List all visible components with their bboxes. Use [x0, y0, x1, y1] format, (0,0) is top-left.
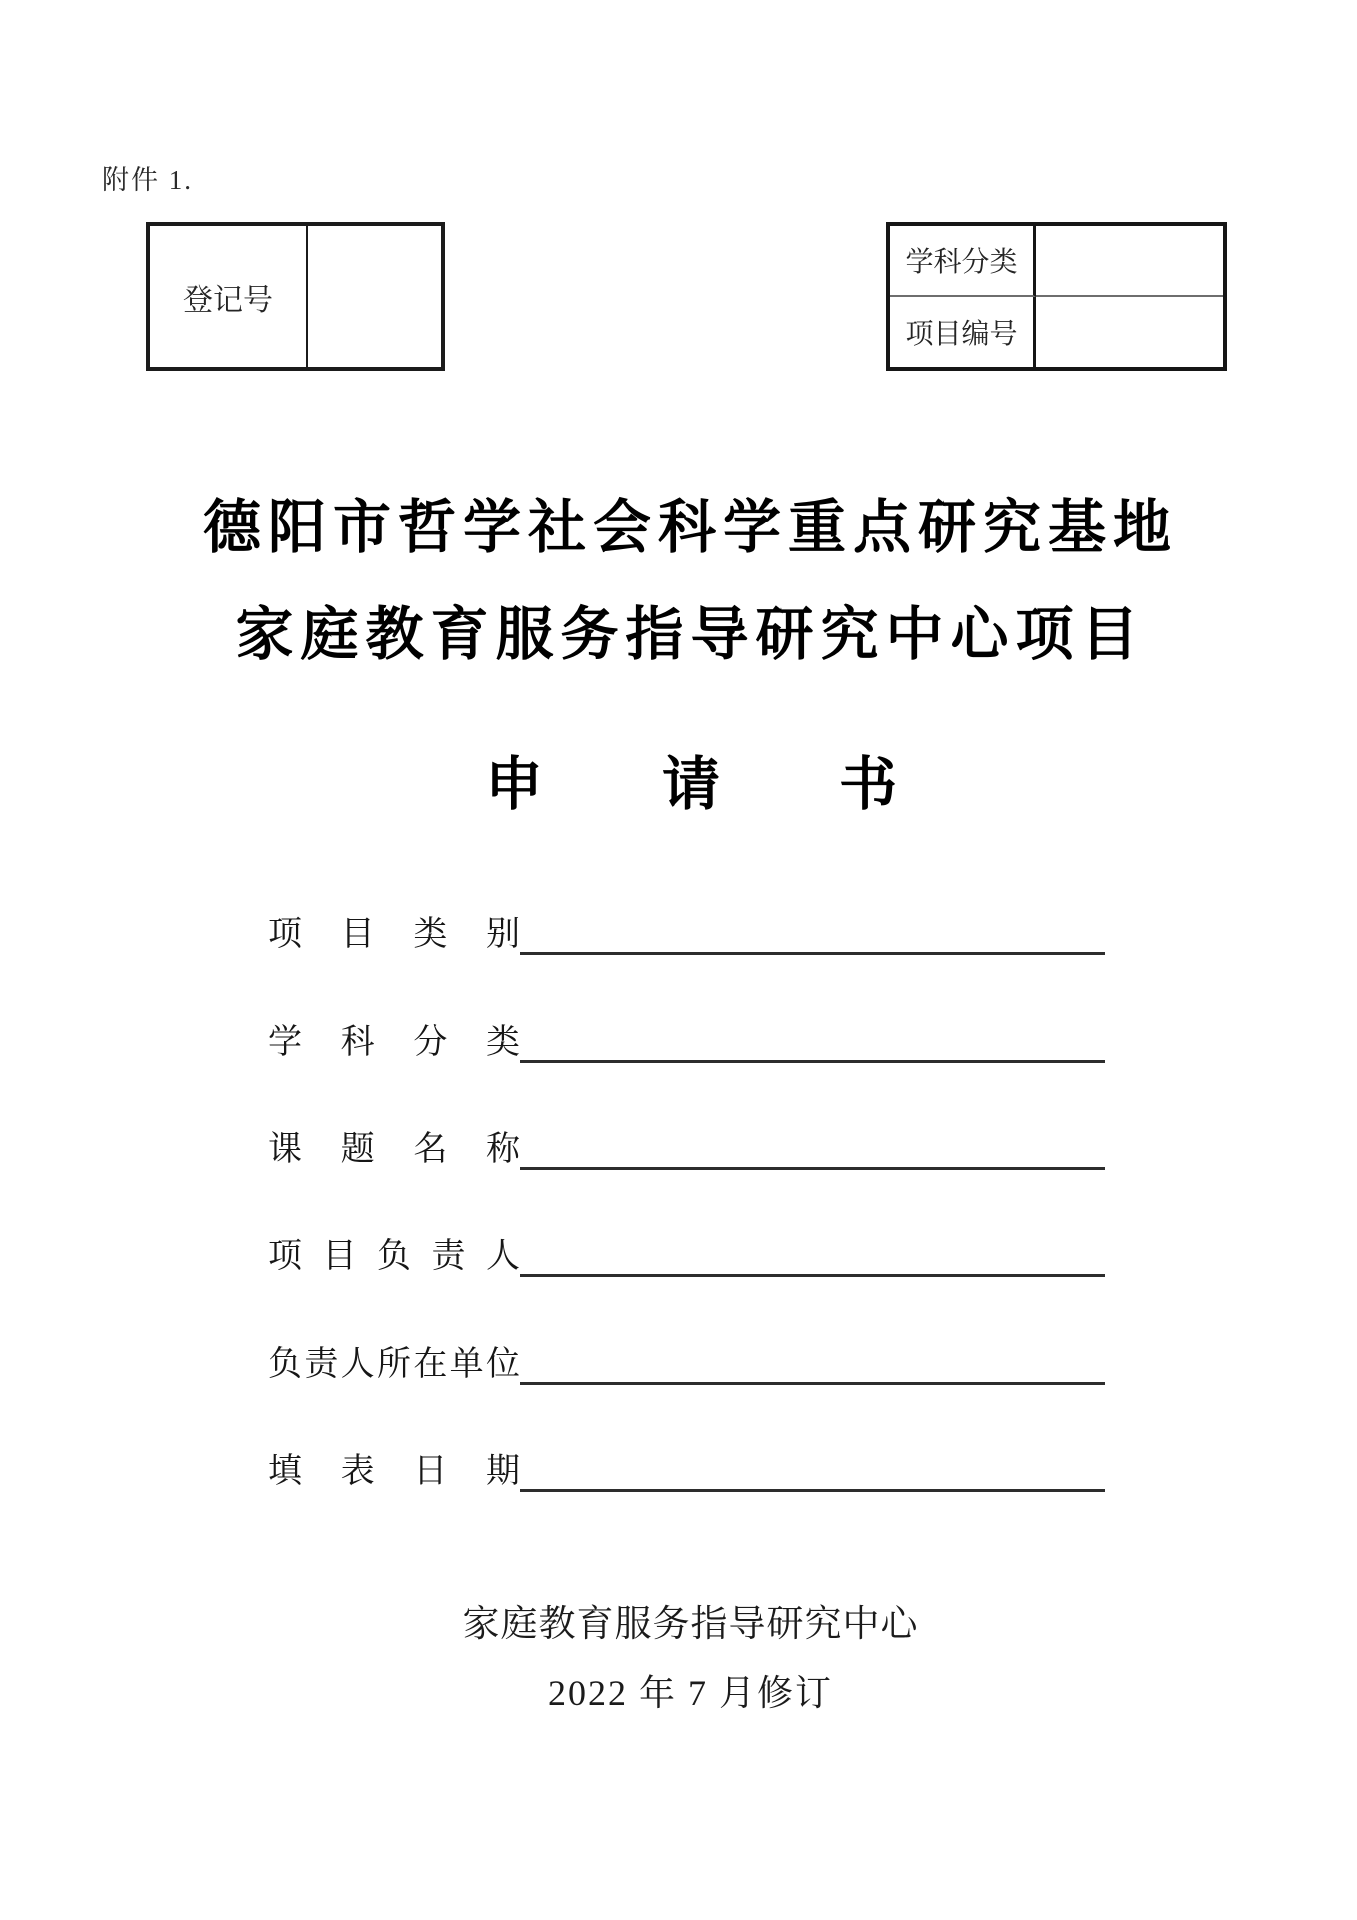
- subject-classification-value: [1036, 226, 1223, 297]
- footer-revision-date: 2022 年 7 月修订: [547, 1673, 833, 1713]
- subject-classification-label: 学科分类: [890, 226, 1036, 297]
- topic-name-label: 课 题 名 称: [268, 1131, 520, 1168]
- field-row-project-category: [268, 903, 1105, 955]
- topic-name-blank: [520, 1167, 1105, 1170]
- title-line-1: 德阳市哲学社会科学重点研究基地: [202, 493, 1178, 561]
- leader-organization-label: 负 责 人 所 在 单 位: [268, 1346, 520, 1383]
- project-category-blank: [520, 952, 1105, 955]
- application-form-subtitle: 申 请 书: [485, 750, 897, 818]
- registration-number-box: [146, 222, 445, 371]
- subject-classification-blank: [520, 1060, 1105, 1063]
- field-row-fill-date: [268, 1440, 1105, 1492]
- classification-box: [886, 222, 1227, 371]
- project-leader-label: 项 目 负 责 人: [268, 1238, 520, 1275]
- project-number-value: [1036, 297, 1223, 368]
- field-row-subject-classification: [268, 1011, 1105, 1063]
- fill-date-blank: [520, 1489, 1105, 1492]
- footer-organization: 家庭教育服务指导研究中心: [462, 1604, 919, 1645]
- project-category-label: 项 目 类 别: [268, 916, 520, 953]
- registration-number-value: [308, 226, 441, 367]
- fill-date-label: 填 表 日 期: [268, 1453, 520, 1490]
- title-line-2: 家庭教育服务指导研究中心项目: [235, 600, 1146, 668]
- leader-organization-blank: [520, 1382, 1105, 1385]
- registration-number-label: 登记号: [150, 226, 308, 367]
- project-leader-blank: [520, 1274, 1105, 1277]
- field-row-project-leader: [268, 1225, 1105, 1277]
- field-row-leader-organization: [268, 1333, 1105, 1385]
- field-row-topic-name: [268, 1118, 1105, 1170]
- project-number-label: 项目编号: [890, 297, 1036, 368]
- subject-classification-field-label: 学 科 分 类: [268, 1024, 520, 1061]
- attachment-note: 附件 1.: [102, 165, 193, 195]
